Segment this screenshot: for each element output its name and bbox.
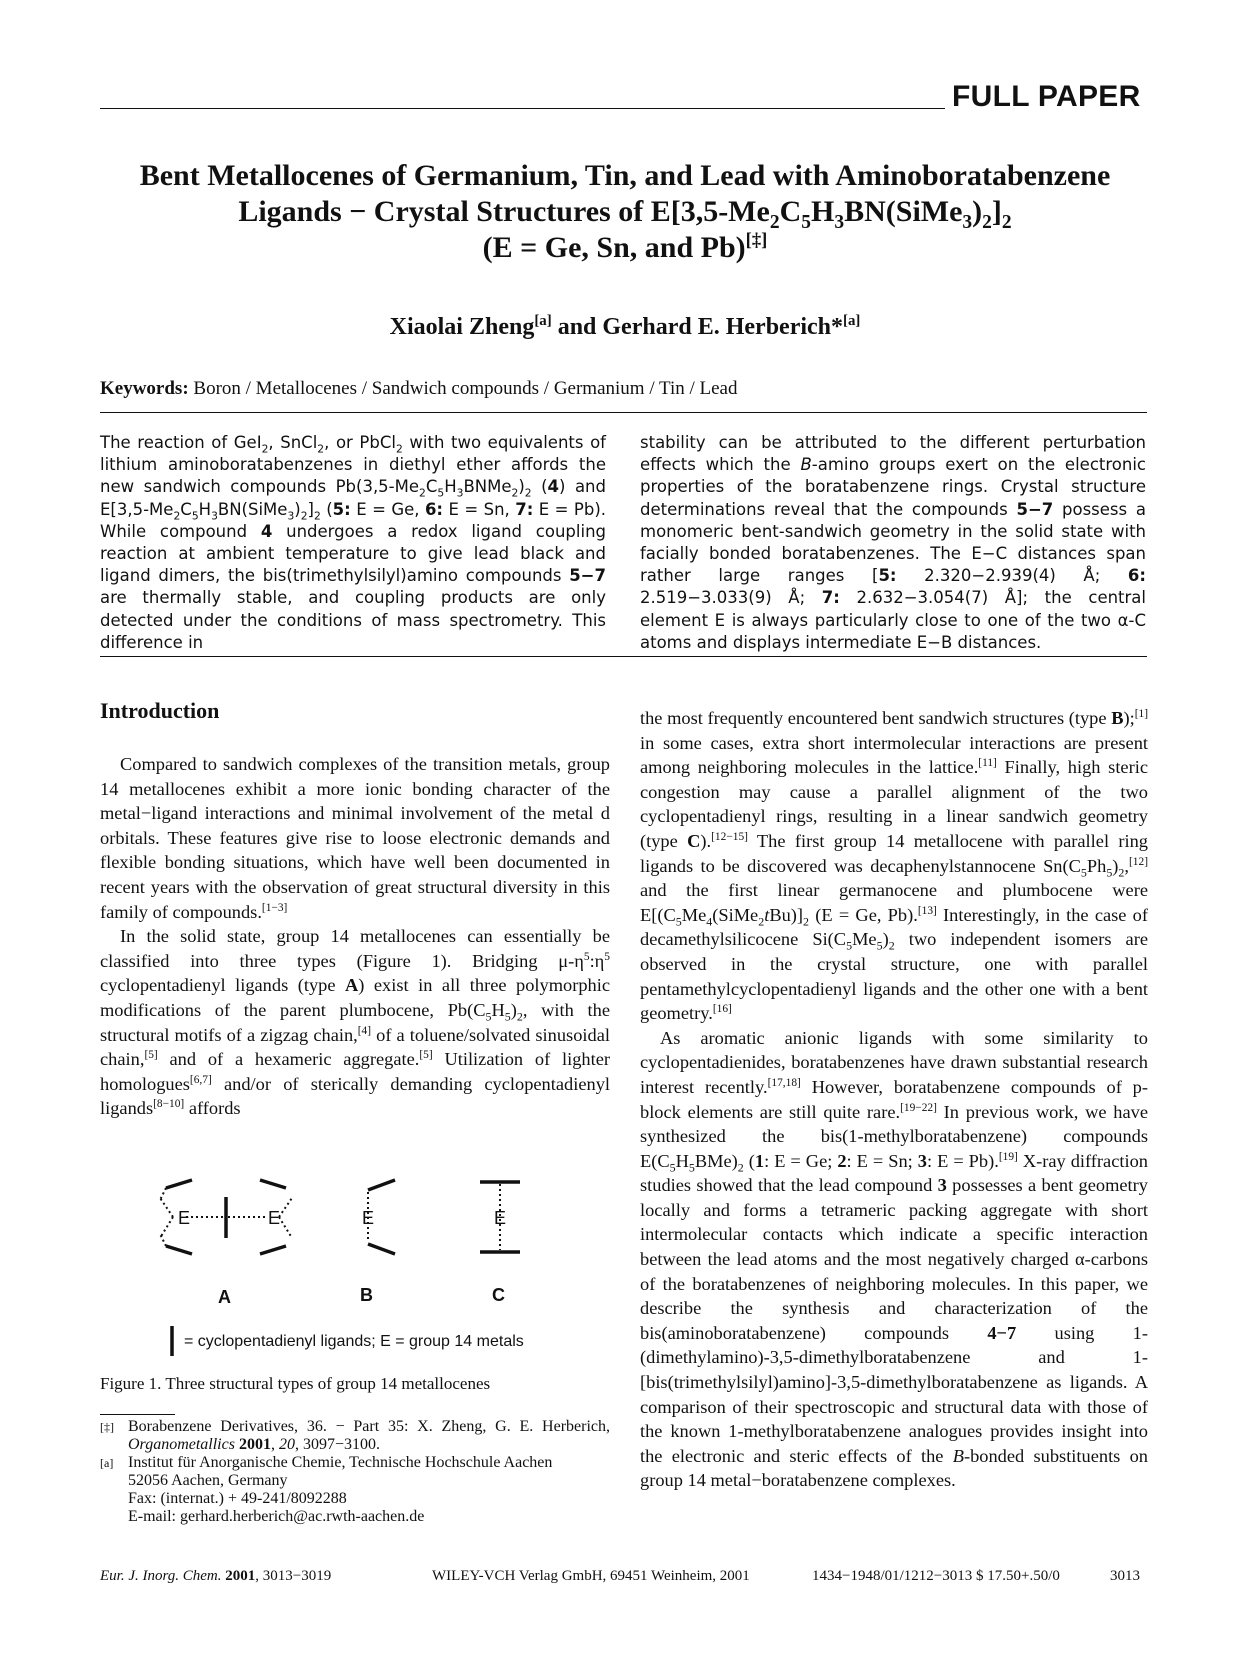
body-right-column (640, 706, 1148, 1493)
abstract-left-column: The reaction of GeI$_2$, SnCl$_2$, or PbCl$_2$ with two equivalents of lithium aminoboratabenzenes in diethyl ether affords the new sandwich compounds $Pb(3,5-Me_2C_5H_3BNMe_2)_2$ (4) and $E[3,5-Me_2C_5H_3BN(SiMe_3)_2]_2$ (5: E = Ge, 6: E = Sn, 7: E = Pb). While compound 4 undergoes a redox ligand coupling reaction at ambient temperature to give lead black and ligand dimers, the bis(trimethylsilyl)amino compounds 5−7 are thermally stable, and coupling products are only detected under the conditions of mass spectrometry. This difference in (100, 433, 606, 652)
structure-a-atom-right: E (268, 1208, 281, 1228)
paragraph: the most frequently encountered bent sandwich structures (type B);[1] in some cases, extra short intermolecular interactions are present among neighboring molecules in the lattice.[11] Finally, high steric congestion may cause a parallel alignment of the two cyclopentadienyl rings, resulting in a linear sandwich geometry (type C).[12−15] The first group 14 metallocene with parallel ring ligands to be discovered was decaphenylstannocene $Sn(C_5Ph_5)_2,[12]$ and the first linear germanocene and plumbocene were $E[(C_5Me_4(SiMe_2tBu)]_2$ (E = Ge, Pb).[13] Interestingly, in the case of decamethylsilicocene $Si(C_5Me_5)_2$ two independent isomers are observed in the crystal structure, one with parallel pentamethylcyclopentadienyl ligands and the other one with a bent geometry.[16] (640, 707, 1148, 1024)
author-2: Gerhard E. Herberich* (602, 314, 844, 340)
paragraph: As aromatic anionic ligands with some similarity to cyclopentadienides, boratabenzenes have drawn substantial research interest recently.[17,18] However, boratabenzene compounds of p-block elements are still quite rare.[19−22] In previous work, we have synthesized the bis(1-methylboratabenzene) compounds $E(C_5H_5BMe)_2$ (1: E = Ge; 2: E = Sn; 3: E = Pb).[19] X-ray diffraction studies showed that the lead compound 3 possesses a bent geometry locally and forms a tetrameric packing aggregate with short intermolecular contacts which indicate a specific interaction between the lead atoms and the most negatively charged α-carbons of the boratabenzenes of neighboring molecules. In this paper, we describe the synthesis and characterization of the bis(aminoboratabenzene) compounds 4−7 using 1-(dimethylamino)-3,5-dimethylboratabenzene and 1-[bis(trimethylsilyl)amino]-3,5-dimethylboratabenzene as ligands. A comparison of their spectroscopic and structural data with those of the known 1-methylboratabenzene analogues provides insight into the electronic and steric effects of the B-bonded substituents on group 14 metal−boratabenzene complexes. (640, 1027, 1149, 1491)
title-line-1: Bent Metallocenes of Germanium, Tin, and Lead with Aminoboratabenzene (139, 159, 1111, 192)
structure-b-atom: E (362, 1208, 375, 1228)
author-1: Xiaolai Zheng (389, 314, 535, 340)
figure-caption: Figure 1. Three structural types of group 14 metallocenes (100, 1374, 491, 1393)
keywords-label: Keywords: (100, 378, 189, 399)
structure-label-c: C (492, 1285, 505, 1305)
title-line-2: Ligands − Crystal Structures of $E[3,5-Me_2C_5H_3BN(SiMe_3)_2]_2$ (238, 195, 1012, 233)
footnotes (100, 1418, 610, 1526)
introduction-heading: Introduction (100, 698, 220, 723)
footer-publisher: WILEY-VCH Verlag GmbH, 69451 Weinheim, 2001 (432, 1568, 750, 1584)
abstract-bottom-rule (100, 656, 1147, 657)
header-rule (100, 108, 945, 109)
structure-a-atom-left: E (178, 1208, 191, 1228)
footnote-affiliation: [a] Institut für Anorganische Chemie, Technische Hochschule Aachen 52056 Aachen, Germany Fax: (internat.) + 49-241/8092288 E-mail: gerhard.herberich@ac.rwth-aachen.de (100, 1454, 553, 1525)
paragraph: In the solid state, group 14 metallocenes can essentially be classified into three types (Figure 1). Bridging $\mu-\eta^5:\eta^5$ cyclopentadienyl ligands (type A) exist in all three polymorphic modifications of the parent plumbocene, $Pb(C_5H_5)_2$, with the structural motifs of a zigzag chain,[4] of a toluene/solvated sinusoidal chain,[5] and of a hexameric aggregate.[5] Utilization of lighter homologues[6,7] and/or of sterically demanding cyclopentadienyl ligands[8−10] affords (100, 926, 610, 1119)
footnote-rule (100, 1414, 175, 1415)
author-2-affiliation: [a] (843, 313, 861, 329)
abstract-right-column: stability can be attributed to the different perturbation effects which the B-amino groups exert on the electronic properties of the boratabenzene rings. Crystal structure determinations reveal that the compounds 5−7 possess a monomeric bent-sandwich geometry in the solid state with facially bonded boratabenzenes. The E−C distances span rather large ranges [5: 2.320−2.939(4) Å; 6: 2.519−3.033(9) Å; 7: 2.632−3.054(7) Å]; the central element E is always particularly close to one of the two α-C atoms and displays intermediate E−B distances. (640, 433, 1146, 652)
structure-c-atom: E (494, 1208, 507, 1228)
structure-label-b: B (360, 1285, 373, 1305)
title-line-3: (E = Ge, Sn, and Pb)[‡] (482, 230, 768, 264)
author-list: Xiaolai Zheng[a] and Gerhard E. Herberich*[a] (389, 313, 861, 340)
author-1-affiliation: [a] (534, 313, 552, 329)
keywords-text: Boron / Metallocenes / Sandwich compounds / Germanium / Tin / Lead (193, 378, 738, 399)
footer-code: 1434−1948/01/1212−3013 $ 17.50+.50/0 (812, 1568, 1060, 1584)
keywords (100, 378, 737, 400)
body-left-column (100, 752, 610, 1121)
figure-1-structural-types (100, 1172, 610, 1372)
abstract-top-rule (100, 412, 1147, 413)
email-link[interactable]: E-mail: gerhard.herberich@ac.rwth-aachen.de (128, 1508, 425, 1525)
paragraph: Compared to sandwich complexes of the transition metals, group 14 metallocenes exhibit a more ionic bonding character of the metal−ligand interactions and minimal involvement of the metal d orbitals. These features give rise to loose electronic demands and flexible bonding situations, which have well been documented in recent years with the observation of great structural diversity in this family of compounds.[1−3] (100, 754, 610, 922)
article-title (100, 158, 1150, 266)
footer-citation: Eur. J. Inorg. Chem. 2001, 3013−3019 (100, 1568, 332, 1584)
section-label: FULL PAPER (952, 80, 1141, 113)
footnote-series: [‡] Borabenzene Derivatives, 36. − Part 35: X. Zheng, G. E. Herberich, Organometallics 2001, 20, 3097−3100. (100, 1418, 610, 1453)
figure-legend: = cyclopentadienyl ligands; E = group 14 metals (184, 1333, 524, 1350)
structure-label-a: A (218, 1287, 231, 1307)
page-number: 3013 (1110, 1568, 1140, 1584)
